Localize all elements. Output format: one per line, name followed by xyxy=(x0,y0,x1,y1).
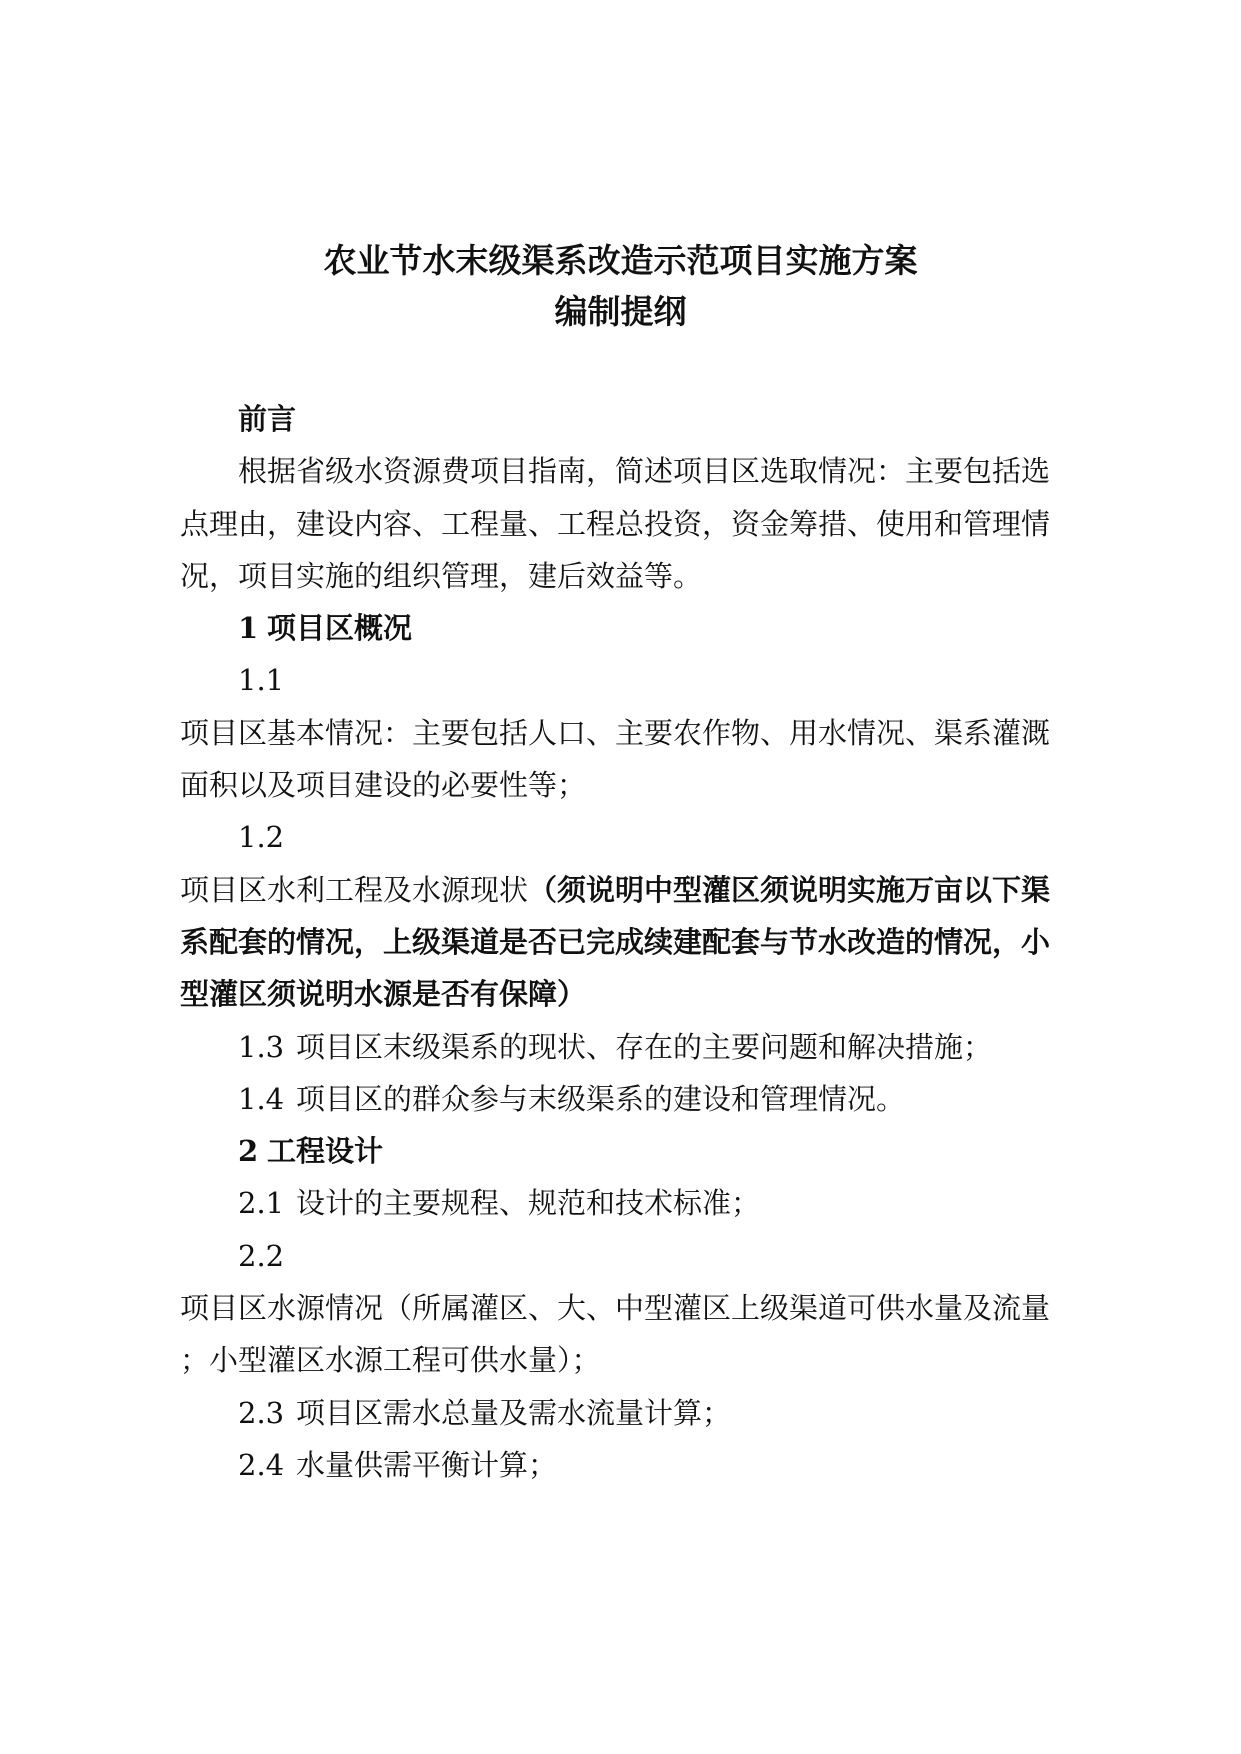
list-item xyxy=(180,1073,1060,1125)
list-item xyxy=(180,1177,1060,1229)
item-lead-text: 项目区水利工程及水源现状 xyxy=(180,872,529,907)
section-title: 工程设计 xyxy=(267,1134,384,1169)
section-number: 2 xyxy=(238,1134,259,1169)
document-body xyxy=(180,393,1060,1491)
item-text: 水量供需平衡计算； xyxy=(296,1447,558,1482)
document-header xyxy=(0,235,1241,337)
item-text-line: ；小型灌区水源工程可供水量）； xyxy=(180,1343,601,1378)
section-heading xyxy=(180,602,1060,654)
item-number: 1.1 xyxy=(238,663,285,698)
item-text-line: 面积以及项目建设的必要性等； xyxy=(180,768,587,803)
item-text-line: 项目区基本情况：主要包括人口、主要农作物、用水情况、渠系灌溉 xyxy=(180,715,1051,750)
item-number: 2.4 xyxy=(238,1447,285,1482)
item-number: 1.4 xyxy=(238,1081,285,1116)
item-number: 2.2 xyxy=(238,1238,285,1273)
preface-line: 根据省级水资源费项目指南，简述项目区选取情况：主要包括选 xyxy=(238,454,1051,489)
item-text: 项目区需水总量及需水流量计算； xyxy=(296,1395,732,1430)
document-subtitle: 编制提纲 xyxy=(554,292,687,331)
item-text: 项目区末级渠系的现状、存在的主要问题和解决措施； xyxy=(296,1029,993,1064)
list-item xyxy=(180,1439,1060,1491)
section-heading xyxy=(180,1125,1060,1177)
item-bold-note: 系配套的情况，上级渠道是否已完成续建配套与节水改造的情况，小 xyxy=(180,924,1051,959)
item-number: 2.1 xyxy=(238,1186,285,1221)
item-text-line xyxy=(180,864,1060,916)
document-title: 农业节水末级渠系改造示范项目实施方案 xyxy=(323,241,918,280)
preface-heading: 前言 xyxy=(238,402,297,436)
item-bold-note: （须说明中型灌区须说明实施万亩以下渠 xyxy=(528,872,1051,907)
section-title: 项目区概况 xyxy=(267,611,413,646)
item-number: 1.3 xyxy=(238,1029,285,1064)
item-text-line: 项目区水源情况（所属灌区、大、中型灌区上级渠道可供水量及流量 xyxy=(180,1291,1051,1326)
item-bold-note: 型灌区须说明水源是否有保障） xyxy=(180,977,587,1012)
item-text: 项目区的群众参与末级渠系的建设和管理情况。 xyxy=(296,1081,906,1116)
preface-line: 点理由，建设内容、工程量、工程总投资，资金筹措、使用和管理情 xyxy=(180,506,1051,541)
item-number: 2.3 xyxy=(238,1395,285,1430)
section-number: 1 xyxy=(238,611,259,646)
list-item xyxy=(180,1021,1060,1073)
preface-line: 况，项目实施的组织管理，建后效益等。 xyxy=(180,558,703,593)
item-number: 1.2 xyxy=(238,820,285,855)
list-item xyxy=(180,1387,1060,1439)
item-text: 设计的主要规程、规范和技术标准； xyxy=(296,1186,761,1221)
